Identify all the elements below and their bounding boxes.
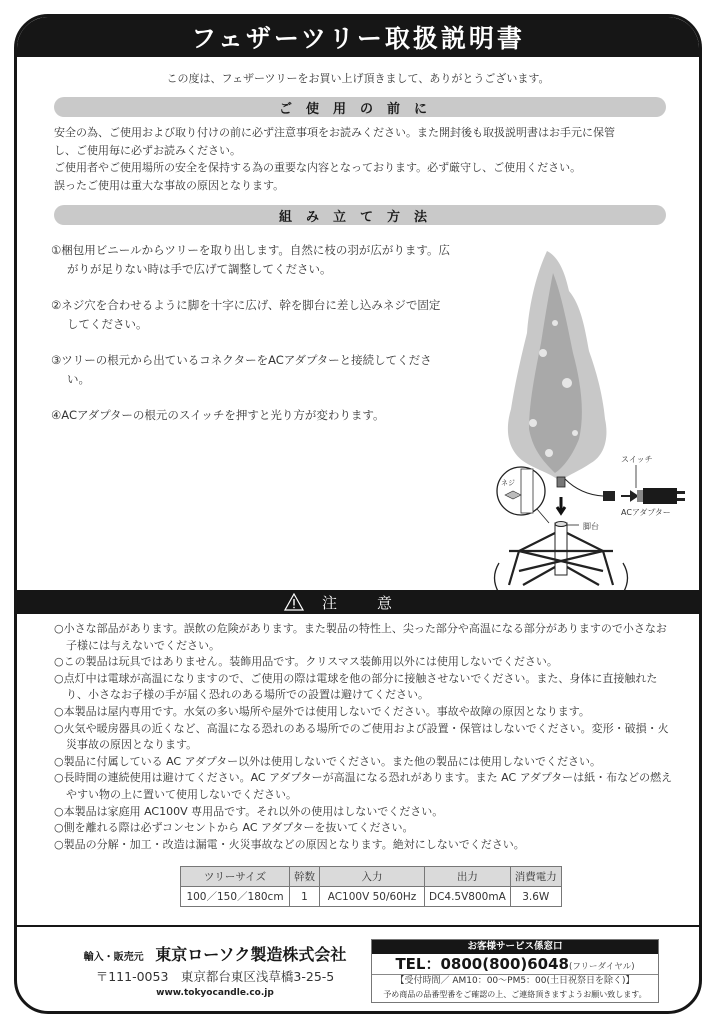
caution-item: ○本製品は屋内専用です。水気の多い場所や屋外では使用しないでください。事故や故障の原因となります。: [54, 704, 590, 718]
caution-item: ○この製品は玩具ではありません。装飾用品です。クリスマス装飾用以外には使用しないでください。: [54, 655, 558, 669]
caution-item: ○小さな部品があります。誤飲の危険があります。また製品の特性上、尖った部分や高温になる部分がありますので小さなお子様には与えないでください。: [54, 622, 667, 652]
spec-cell: 1: [290, 887, 320, 907]
spec-header: 幹数: [290, 867, 320, 887]
spec-table-row: [181, 887, 562, 907]
before-use-line: し、ご使用毎に必ずお読みください。: [54, 143, 241, 157]
caution-item: ○製品に付属している AC アダプター以外は使用しないでください。また他の製品には使用しないでください。: [54, 754, 602, 768]
spec-table-header-row: [181, 867, 562, 887]
before-use-line: 誤ったご使用は重大な事故の原因となります。: [54, 178, 285, 192]
support-phone: [372, 954, 658, 975]
page-title: フェザーツリー取扱説明書: [191, 24, 525, 53]
svg-text:ネジ: ネジ: [501, 479, 515, 487]
intro-text: この度は、フェザーツリーをお買い上げ頂きまして、ありがとうございます。: [166, 72, 550, 85]
spec-header: ツリーサイズ: [181, 867, 290, 887]
caution-item: ○製品の分解・加工・改造は漏電・火災事故などの原因となります。絶対にしないでください。: [54, 837, 525, 851]
assembly-step: ①梱包用ビニールからツリーを取り出します。自然に枝の羽が広がります。広がりが足りない時は手で広げて調整してください。: [51, 243, 451, 276]
customer-support-box: [371, 939, 659, 1003]
company-info: [55, 942, 375, 998]
caution-item: ○長時間の連続使用は避けてください。AC アダプターが高温になる恐れがあります。また AC アダプターは紙・布などの燃えやすい物の上に置いて使用しないでください。: [54, 771, 673, 801]
spec-cell: DC4.5V800mA: [425, 887, 511, 907]
seller-label: 輸入・販売元: [83, 952, 144, 963]
spec-cell: 100／150／180cm: [181, 887, 290, 907]
caution-item: ○側を離れる際は必ずコンセントから AC アダプターを抜いてください。: [54, 821, 414, 835]
manual-page: [14, 14, 702, 1014]
caution-heading: 注意: [321, 593, 432, 612]
spec-header: 入力: [320, 867, 425, 887]
assembly-step: ②ネジ穴を合わせるように脚を十字に広げ、幹を脚台に差し込みネジで固定してください。: [51, 298, 441, 331]
support-tel[interactable]: TEL：0800(800)6048: [395, 955, 569, 973]
caution-list: [54, 621, 674, 853]
svg-text:スイッチ: スイッチ: [621, 455, 653, 464]
spec-cell: 3.6W: [510, 887, 561, 907]
support-title: お客様サービス係窓口: [372, 940, 658, 954]
footer-divider: [17, 925, 699, 927]
assembly-steps: [51, 241, 451, 443]
before-use-line: ご使用者やご使用場所の安全を保持する為の重要な内容となっております。必ず厳守し、ご使用ください。: [54, 161, 582, 174]
caution-item: ○本製品は家庭用 AC100V 専用品です。それ以外の使用はしないでください。: [54, 804, 444, 818]
svg-text:脚台: 脚台: [583, 522, 599, 531]
company-name: 東京ローソク製造株式会社: [155, 945, 347, 964]
company-address: 〒111-0053 東京都台東区浅草橋3-25-5: [95, 969, 335, 984]
caution-item: ○点灯中は電球が高温になりますので、ご使用の際は電球を他の部分に接触させないでください。また、身体に直接触れたり、小さなお子様の手が届く恐れのある場所での設置は避けてください。: [54, 671, 658, 702]
svg-text:ACアダプター: ACアダプター: [621, 508, 671, 517]
support-note: 予め商品の品番型番をご確認の上、ご連絡頂きますようお願い致します。: [383, 990, 647, 999]
free-dial-note: (フリーダイヤル): [569, 962, 635, 972]
before-use-heading: ご使用の前に: [54, 97, 666, 117]
tree-illustration-icon: [463, 233, 702, 593]
caution-item: ○火気や暖房器具の近くなど、高温になる恐れのある場所でのご使用および設置・保管はしないでください。変形・破損・火災事故の原因となります。: [54, 721, 669, 752]
company-website-link[interactable]: www.tokyocandle.co.jp: [156, 988, 274, 998]
support-hours: 【受付時間／ AM10：00〜PM5：00(土日祝祭日を除く)】: [395, 976, 635, 986]
assembly-heading: 組み立て方法: [54, 205, 666, 225]
title-header: [17, 17, 699, 57]
spec-header: 出力: [425, 867, 511, 887]
warning-triangle-icon: [284, 593, 304, 611]
assembly-step: ④ACアダプターの根元のスイッチを押すと光り方が変わります。: [51, 408, 385, 422]
before-use-line: 安全の為、ご使用および取り付けの前に必ず注意事項をお読みください。また開封後も取扱説明書はお手元に保管: [54, 126, 615, 139]
spec-cell: AC100V 50/60Hz: [320, 887, 425, 907]
spec-table: [180, 866, 562, 907]
before-use-text: [54, 124, 674, 194]
assembly-step: ③ツリーの根元から出ているコネクターをACアダプターと接続してください。: [51, 353, 432, 386]
assembly-diagram: [463, 233, 702, 593]
caution-heading-bar: [17, 590, 699, 614]
spec-header: 消費電力: [510, 867, 561, 887]
